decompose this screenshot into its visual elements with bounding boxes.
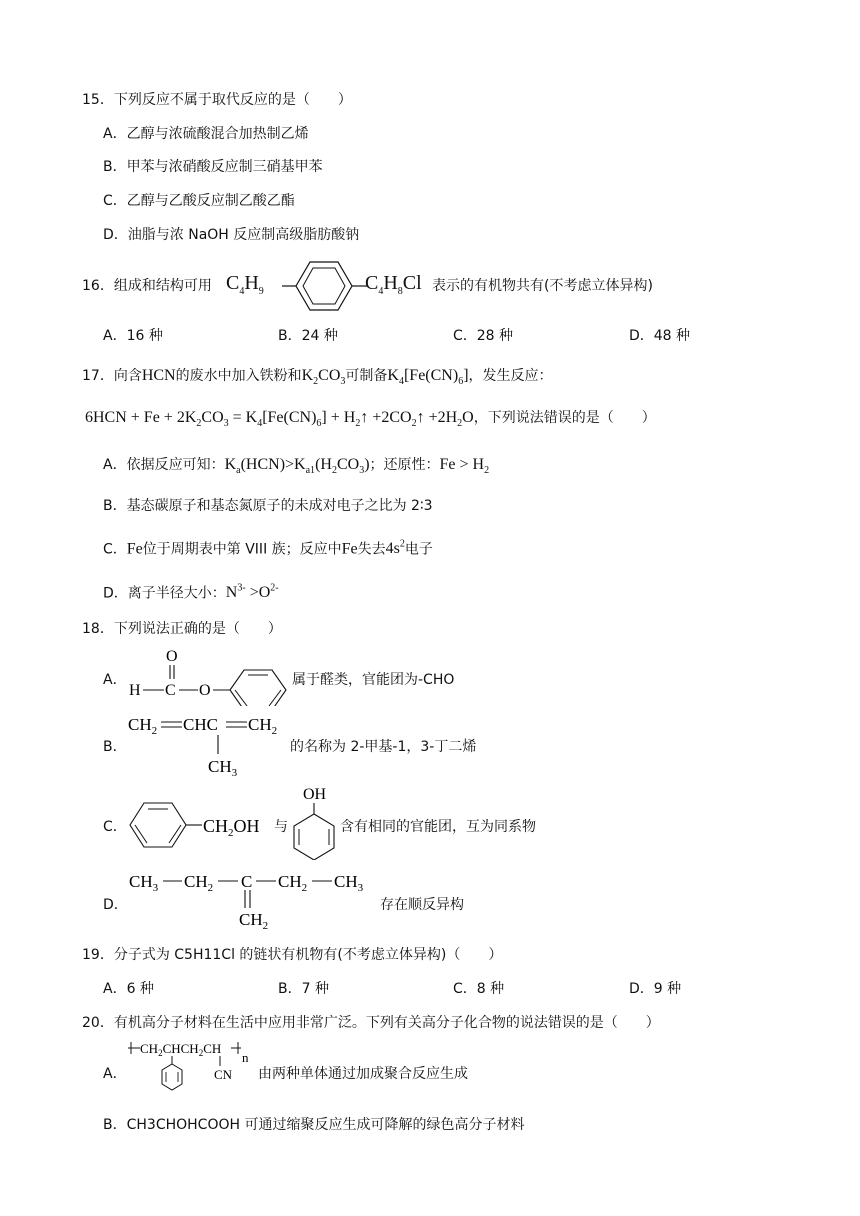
q17-option-a-mid: ；还原性：: [369, 457, 440, 473]
q17-option-c-fe2: Fe: [341, 540, 358, 558]
svg-text:CN: CN: [214, 1067, 233, 1082]
q20-option-b: B．CH3CHOHCOOH 可通过缩聚反应生成可降解的绿色高分子材料: [103, 1117, 525, 1133]
q18-b-diene-structure: [126, 708, 286, 778]
q17-stem-c: 可制备: [345, 368, 388, 384]
svg-text:O: O: [166, 648, 178, 665]
svg-text:O: O: [199, 682, 211, 699]
q17-option-b: B．基态碳原子和基态氮原子的未成对电子之比为 2∶3: [103, 498, 433, 514]
q16-benzene-ring: [282, 258, 368, 316]
q18-c-mid: 与: [274, 819, 288, 835]
svg-text:OH: OH: [303, 786, 327, 803]
q18-c-label: C．: [103, 819, 127, 835]
q20-a-polymer-structure: [126, 1038, 256, 1100]
svg-text:CH3: $CH_3$: [334, 872, 364, 894]
q17-option-c-a: C．: [103, 541, 127, 558]
q17-equation-line: [85, 408, 656, 434]
q17-stem-d: ，发生反应：: [468, 368, 553, 384]
svg-text:CH2: $CH_2$: [184, 872, 214, 894]
q17-option-c-fe: Fe: [126, 540, 143, 558]
q19-option-c: C．8 种: [453, 981, 505, 997]
q18-a-label: A．: [103, 672, 127, 688]
svg-text:C: C: [241, 872, 253, 891]
q17-option-c-c: 失去: [357, 541, 386, 558]
q18-c-phenol-structure: [286, 782, 340, 860]
q15-option-d: D．油脂与浓 NaOH 反应制高级脂肪酸钠: [103, 227, 360, 243]
q15-option-a: A．乙醇与浓硫酸混合加热制乙烯: [103, 126, 309, 142]
q17-option-a-formula: $K_a(HCN)>K_{a1}(H_2CO_3)$: [224, 456, 370, 477]
q18-a-ester-structure: [126, 644, 290, 706]
q17-option-c-b: 位于周期表中第 VIII 族；反应中: [142, 541, 342, 558]
svg-text:CHC: CHC: [183, 715, 218, 734]
q16-option-d: D．48 种: [629, 328, 691, 344]
svg-text:C: C: [165, 682, 176, 699]
q17-option-d-text: D．离子半径大小：: [103, 585, 226, 602]
q18-d-label: D．: [103, 897, 128, 913]
q18-b-label: B．: [103, 739, 127, 755]
q18-stem: 18．下列说法正确的是（ ）: [82, 621, 282, 637]
q19-stem: 19．分子式为 C5H11Cl 的链状有机物有(不考虑立体异构)（ ）: [82, 947, 503, 963]
q17-stem-a: 17．向含: [82, 368, 142, 384]
q18-b-text: 的名称为 2-甲基-1，3-丁二烯: [290, 739, 477, 755]
q17-option-a-formula2: $Fe > H_2$: [439, 456, 490, 477]
q17-stem: [82, 366, 553, 392]
q17-hcn: HCN: [141, 367, 176, 384]
q16-option-a: A．16 种: [103, 328, 163, 344]
q16-prefix: 16．组成和结构可用: [82, 278, 212, 294]
q17-stem-b: 的废水中加入铁粉和: [175, 368, 302, 384]
q17-option-d: [103, 579, 279, 603]
q20-a-label: A．: [103, 1066, 127, 1082]
q17-option-c: [103, 535, 433, 559]
svg-text:H: H: [129, 682, 141, 699]
q17-equation-suffix: ，下列说法错误的是（ ）: [473, 410, 656, 426]
q17-option-a-text: A．依据反应可知：: [103, 457, 225, 473]
svg-text:CH2: $CH_2$: [248, 715, 278, 737]
q17-equation: $6HCN + Fe + 2K_2CO_3 = K_4[Fe(CN)_6]$ + $H_2↑$ $+2CO_2↑ +2H_2O$: [85, 409, 474, 430]
q17-option-c-d: 电子: [404, 541, 433, 558]
q15-option-c: C．乙醇与乙酸反应制乙酸乙酯: [103, 193, 295, 209]
svg-text:CH3: $CH_3$: [208, 757, 238, 778]
q16-option-b: B．24 种: [278, 328, 338, 344]
q16-option-c: C．28 种: [453, 328, 514, 344]
q19-option-a: A．6 种: [103, 981, 154, 997]
q18-c-text: 含有相同的官能团，互为同系物: [340, 819, 536, 835]
svg-text:n: n: [242, 1050, 249, 1065]
q20-a-text: 由两种单体通过加成聚合反应生成: [258, 1066, 468, 1082]
q19-option-d: D．9 种: [629, 981, 682, 997]
svg-text:CH2: $CH_2$: [128, 715, 158, 737]
q17-k2co3: $K_2CO_3$: [301, 367, 346, 388]
svg-text:CH2: $CH_2$: [239, 910, 269, 932]
q16-right-group: $C_4H_8Cl$: [365, 272, 422, 297]
q16-left-group: $C_4H_9$: [226, 272, 264, 297]
svg-text:CH2: $CH_2$: [278, 872, 308, 894]
svg-text:CH3: $CH_3$: [129, 872, 159, 894]
q19-option-b: B．7 种: [278, 981, 329, 997]
q18-c-benzyl-alcohol-structure: [126, 795, 270, 855]
q15-option-b: B．甲苯与浓硝酸反应制三硝基甲苯: [103, 159, 323, 175]
q17-product: $K_4[Fe(CN)_6]$: [387, 367, 469, 388]
q20-stem: 20．有机高分子材料在生活中应用非常广泛。下列有关高分子化合物的说法错误的是（ ）: [82, 1015, 660, 1031]
q17-option-d-formula: $N^{3-} >O^{2-}$: [225, 583, 279, 602]
q17-option-c-4s: $4s^2$: [385, 539, 405, 558]
q16-suffix: 表示的有机物共有(不考虑立体异构): [432, 278, 653, 294]
q15-stem: 15．下列反应不属于取代反应的是（ ）: [82, 92, 352, 108]
q18-a-text: 属于醛类，官能团为-CHO: [292, 672, 455, 688]
q18-d-chain-structure: [126, 862, 376, 932]
svg-text:CH2CHCH2CH: $CH_2CHCH_2CH$: [140, 1041, 222, 1058]
q17-option-a: [103, 455, 489, 481]
q18-d-text: 存在顺反异构: [380, 897, 464, 913]
svg-text:CH2OH: $CH_2OH$: [203, 816, 260, 839]
